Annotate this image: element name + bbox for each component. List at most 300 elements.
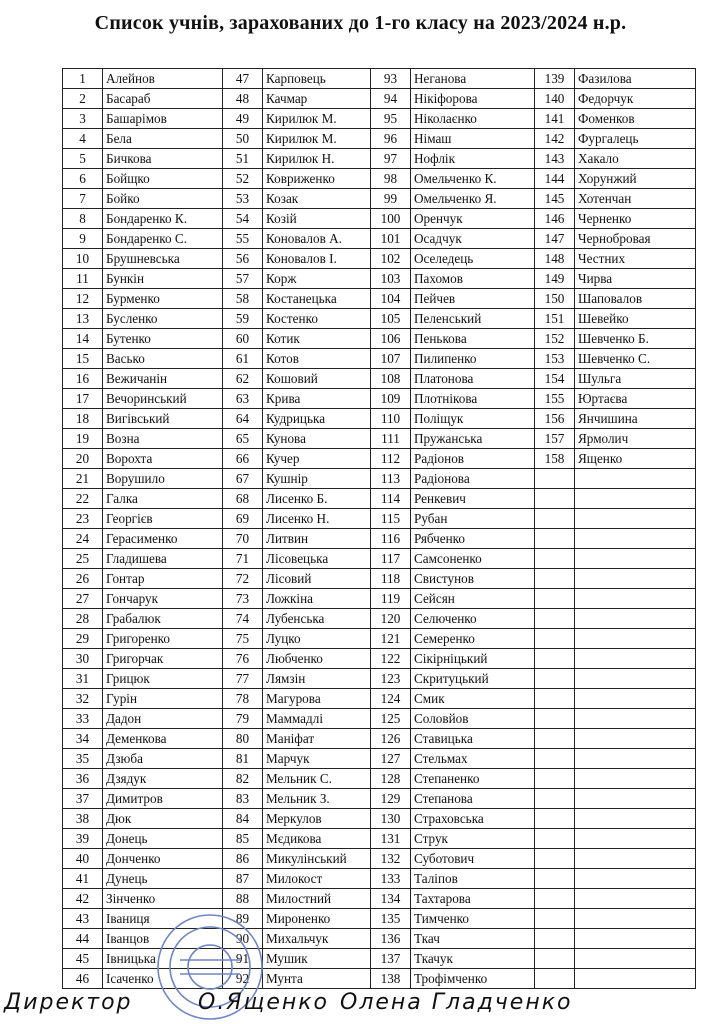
student-name-cell: Лубенська	[263, 609, 371, 629]
student-name-cell	[575, 929, 696, 949]
student-number-cell: 20	[63, 449, 103, 469]
student-name-cell: Котов	[263, 349, 371, 369]
table-row	[63, 269, 696, 289]
student-number-cell: 103	[371, 269, 411, 289]
student-number-cell: 99	[371, 189, 411, 209]
table-row	[63, 129, 696, 149]
student-name-cell: Оселедець	[411, 249, 535, 269]
student-number-cell: 95	[371, 109, 411, 129]
table-row	[63, 429, 696, 449]
student-number-cell: 145	[535, 189, 575, 209]
student-number-cell: 59	[223, 309, 263, 329]
table-row	[63, 609, 696, 629]
student-name-cell: Івницька	[103, 949, 223, 969]
student-name-cell: Іванцов	[103, 929, 223, 949]
student-number-cell: 84	[223, 809, 263, 829]
student-number-cell: 40	[63, 849, 103, 869]
student-name-cell: Дзядук	[103, 769, 223, 789]
student-number-cell: 6	[63, 169, 103, 189]
student-number-cell: 155	[535, 389, 575, 409]
student-name-cell: Кирилюк М.	[263, 129, 371, 149]
student-number-cell	[535, 929, 575, 949]
student-name-cell: Оренчук	[411, 209, 535, 229]
student-name-cell: Пилипенко	[411, 349, 535, 369]
table-row	[63, 729, 696, 749]
student-number-cell: 22	[63, 489, 103, 509]
table-row	[63, 929, 696, 949]
student-number-cell: 49	[223, 109, 263, 129]
student-name-cell: Герасименко	[103, 529, 223, 549]
table-row	[63, 229, 696, 249]
student-number-cell: 46	[63, 969, 103, 989]
student-number-cell: 132	[371, 849, 411, 869]
student-name-cell: Ставицька	[411, 729, 535, 749]
student-number-cell: 52	[223, 169, 263, 189]
student-number-cell: 28	[63, 609, 103, 629]
student-number-cell: 114	[371, 489, 411, 509]
table-row	[63, 449, 696, 469]
student-name-cell	[575, 589, 696, 609]
student-number-cell: 123	[371, 669, 411, 689]
student-number-cell	[535, 569, 575, 589]
student-name-cell: Литвин	[263, 529, 371, 549]
student-name-cell: Гурін	[103, 689, 223, 709]
student-name-cell: Котик	[263, 329, 371, 349]
student-name-cell: Янчишина	[575, 409, 696, 429]
table-row	[63, 409, 696, 429]
table-row	[63, 349, 696, 369]
student-name-cell: Бичкова	[103, 149, 223, 169]
student-number-cell: 38	[63, 809, 103, 829]
student-name-cell	[575, 829, 696, 849]
student-name-cell: Нікіфорова	[411, 89, 535, 109]
student-name-cell: Козак	[263, 189, 371, 209]
student-number-cell: 69	[223, 509, 263, 529]
student-number-cell: 64	[223, 409, 263, 429]
student-number-cell: 85	[223, 829, 263, 849]
student-name-cell: Ковриженко	[263, 169, 371, 189]
student-name-cell: Пахомов	[411, 269, 535, 289]
student-name-cell: Шульга	[575, 369, 696, 389]
student-number-cell	[535, 649, 575, 669]
student-name-cell: Мельник З.	[263, 789, 371, 809]
student-name-cell: Радіонов	[411, 449, 535, 469]
student-name-cell: Михальчук	[263, 929, 371, 949]
student-name-cell: Трофімченко	[411, 969, 535, 989]
student-name-cell: Меркулов	[263, 809, 371, 829]
document-title: Список учнів, зарахованих до 1-го класу на 2023/2024 н.р.	[94, 12, 627, 34]
student-number-cell: 57	[223, 269, 263, 289]
student-name-cell: Чирва	[575, 269, 696, 289]
student-number-cell: 126	[371, 729, 411, 749]
student-number-cell: 92	[223, 969, 263, 989]
student-name-cell: Ворушило	[103, 469, 223, 489]
student-name-cell: Смик	[411, 689, 535, 709]
student-number-cell	[535, 669, 575, 689]
student-name-cell: Бойко	[103, 189, 223, 209]
student-name-cell: Осадчук	[411, 229, 535, 249]
student-number-cell: 137	[371, 949, 411, 969]
student-name-cell	[575, 789, 696, 809]
table-row	[63, 969, 696, 989]
student-name-cell: Мельник С.	[263, 769, 371, 789]
student-number-cell: 100	[371, 209, 411, 229]
student-number-cell: 14	[63, 329, 103, 349]
student-name-cell: Сікірніцький	[411, 649, 535, 669]
student-number-cell: 7	[63, 189, 103, 209]
student-number-cell: 80	[223, 729, 263, 749]
table-row	[63, 169, 696, 189]
student-name-cell: Бусленко	[103, 309, 223, 329]
table-row	[63, 849, 696, 869]
student-number-cell	[535, 609, 575, 629]
student-name-cell: Корж	[263, 269, 371, 289]
student-name-cell: Качмар	[263, 89, 371, 109]
student-name-cell	[575, 849, 696, 869]
student-number-cell: 144	[535, 169, 575, 189]
student-number-cell: 9	[63, 229, 103, 249]
student-number-cell	[535, 469, 575, 489]
student-number-cell: 142	[535, 129, 575, 149]
student-name-cell: Костанецька	[263, 289, 371, 309]
student-number-cell: 146	[535, 209, 575, 229]
student-name-cell	[575, 549, 696, 569]
student-number-cell: 4	[63, 129, 103, 149]
student-name-cell: Семеренко	[411, 629, 535, 649]
student-number-cell: 125	[371, 709, 411, 729]
student-number-cell: 153	[535, 349, 575, 369]
table-row	[63, 709, 696, 729]
student-number-cell: 106	[371, 329, 411, 349]
student-name-cell: Маммадлі	[263, 709, 371, 729]
table-row	[63, 189, 696, 209]
student-name-cell: Рябченко	[411, 529, 535, 549]
student-number-cell	[535, 809, 575, 829]
student-number-cell	[535, 629, 575, 649]
student-number-cell	[535, 949, 575, 969]
student-number-cell: 27	[63, 589, 103, 609]
student-number-cell	[535, 789, 575, 809]
student-number-cell: 51	[223, 149, 263, 169]
table-row	[63, 109, 696, 129]
student-name-cell: Башарімов	[103, 109, 223, 129]
student-number-cell: 31	[63, 669, 103, 689]
student-number-cell: 156	[535, 409, 575, 429]
student-number-cell: 119	[371, 589, 411, 609]
student-name-cell: Таліпов	[411, 869, 535, 889]
student-name-cell: Ворохта	[103, 449, 223, 469]
student-number-cell	[535, 689, 575, 709]
student-name-cell: Галка	[103, 489, 223, 509]
student-name-cell: Бондаренко К.	[103, 209, 223, 229]
table-row	[63, 889, 696, 909]
student-number-cell: 105	[371, 309, 411, 329]
student-name-cell: Дзюба	[103, 749, 223, 769]
table-row	[63, 209, 696, 229]
student-number-cell: 122	[371, 649, 411, 669]
student-number-cell: 150	[535, 289, 575, 309]
student-number-cell: 17	[63, 389, 103, 409]
student-name-cell: Возна	[103, 429, 223, 449]
student-number-cell: 26	[63, 569, 103, 589]
student-number-cell: 118	[371, 569, 411, 589]
student-number-cell: 91	[223, 949, 263, 969]
student-number-cell	[535, 509, 575, 529]
student-number-cell: 127	[371, 749, 411, 769]
student-name-cell: Сейсян	[411, 589, 535, 609]
table-row	[63, 909, 696, 929]
student-number-cell: 83	[223, 789, 263, 809]
student-name-cell: Карповець	[263, 69, 371, 89]
student-name-cell: Васько	[103, 349, 223, 369]
student-name-cell: Ложкіна	[263, 589, 371, 609]
table-row	[63, 369, 696, 389]
student-name-cell: Деменкова	[103, 729, 223, 749]
student-number-cell: 101	[371, 229, 411, 249]
student-name-cell	[575, 569, 696, 589]
student-number-cell: 90	[223, 929, 263, 949]
student-number-cell: 133	[371, 869, 411, 889]
student-number-cell: 129	[371, 789, 411, 809]
student-number-cell: 138	[371, 969, 411, 989]
student-name-cell: Хакало	[575, 149, 696, 169]
table-row	[63, 629, 696, 649]
student-name-cell	[575, 969, 696, 989]
student-number-cell: 79	[223, 709, 263, 729]
student-number-cell: 54	[223, 209, 263, 229]
student-number-cell: 43	[63, 909, 103, 929]
table-row	[63, 289, 696, 309]
student-number-cell: 130	[371, 809, 411, 829]
student-number-cell: 13	[63, 309, 103, 329]
student-number-cell: 107	[371, 349, 411, 369]
student-number-cell: 87	[223, 869, 263, 889]
student-number-cell	[535, 969, 575, 989]
student-name-cell	[575, 709, 696, 729]
student-name-cell: Суботович	[411, 849, 535, 869]
student-name-cell: Кирилюк Н.	[263, 149, 371, 169]
student-number-cell: 148	[535, 249, 575, 269]
student-name-cell: Неганова	[411, 69, 535, 89]
table-row	[63, 149, 696, 169]
table-row	[63, 489, 696, 509]
student-name-cell: Поліщук	[411, 409, 535, 429]
student-number-cell	[535, 909, 575, 929]
student-name-cell: Струк	[411, 829, 535, 849]
student-number-cell: 97	[371, 149, 411, 169]
student-name-cell	[575, 529, 696, 549]
student-number-cell: 72	[223, 569, 263, 589]
student-number-cell: 33	[63, 709, 103, 729]
student-number-cell: 158	[535, 449, 575, 469]
student-name-cell: Юртаєва	[575, 389, 696, 409]
student-number-cell: 147	[535, 229, 575, 249]
student-number-cell: 16	[63, 369, 103, 389]
student-number-cell: 93	[371, 69, 411, 89]
student-number-cell: 70	[223, 529, 263, 549]
student-number-cell: 32	[63, 689, 103, 709]
student-name-cell: Коновалов А.	[263, 229, 371, 249]
student-name-cell: Пружанська	[411, 429, 535, 449]
student-number-cell: 113	[371, 469, 411, 489]
student-number-cell: 89	[223, 909, 263, 929]
student-number-cell	[535, 489, 575, 509]
student-number-cell	[535, 529, 575, 549]
student-name-cell: Чернобровая	[575, 229, 696, 249]
student-name-cell: Нофлік	[411, 149, 535, 169]
student-name-cell: Брушневська	[103, 249, 223, 269]
table-row	[63, 329, 696, 349]
student-name-cell: Тимченко	[411, 909, 535, 929]
student-name-cell: Кучер	[263, 449, 371, 469]
student-name-cell: Хотенчан	[575, 189, 696, 209]
student-number-cell: 76	[223, 649, 263, 669]
student-number-cell: 37	[63, 789, 103, 809]
student-name-cell: Милокост	[263, 869, 371, 889]
student-name-cell: Пенькова	[411, 329, 535, 349]
student-name-cell: Шаповалов	[575, 289, 696, 309]
student-number-cell: 134	[371, 889, 411, 909]
student-name-cell: Коновалов І.	[263, 249, 371, 269]
student-name-cell: Страховська	[411, 809, 535, 829]
student-name-cell: Степанова	[411, 789, 535, 809]
student-number-cell: 75	[223, 629, 263, 649]
table-row	[63, 809, 696, 829]
student-number-cell: 61	[223, 349, 263, 369]
student-name-cell: Плотнікова	[411, 389, 535, 409]
student-name-cell: Лисенко Н.	[263, 509, 371, 529]
student-name-cell: Кошовий	[263, 369, 371, 389]
student-number-cell: 136	[371, 929, 411, 949]
student-name-cell: Фургалець	[575, 129, 696, 149]
student-number-cell: 120	[371, 609, 411, 629]
table-row	[63, 509, 696, 529]
student-number-cell: 50	[223, 129, 263, 149]
student-number-cell: 117	[371, 549, 411, 569]
student-name-cell	[575, 749, 696, 769]
student-name-cell: Донець	[103, 829, 223, 849]
student-name-cell	[575, 689, 696, 709]
student-number-cell: 47	[223, 69, 263, 89]
student-number-cell	[535, 869, 575, 889]
student-number-cell: 42	[63, 889, 103, 909]
student-name-cell: Ісаченко	[103, 969, 223, 989]
student-number-cell: 63	[223, 389, 263, 409]
student-name-cell: Ренкевич	[411, 489, 535, 509]
student-number-cell: 53	[223, 189, 263, 209]
student-number-cell	[535, 769, 575, 789]
student-roster-table	[62, 68, 696, 989]
student-number-cell: 116	[371, 529, 411, 549]
student-number-cell: 62	[223, 369, 263, 389]
student-name-cell: Бутенко	[103, 329, 223, 349]
student-number-cell: 39	[63, 829, 103, 849]
student-number-cell: 108	[371, 369, 411, 389]
student-number-cell	[535, 829, 575, 849]
student-number-cell: 128	[371, 769, 411, 789]
student-number-cell: 68	[223, 489, 263, 509]
student-number-cell: 5	[63, 149, 103, 169]
student-name-cell: Маніфат	[263, 729, 371, 749]
student-name-cell	[575, 909, 696, 929]
student-number-cell	[535, 729, 575, 749]
student-number-cell: 44	[63, 929, 103, 949]
student-number-cell: 139	[535, 69, 575, 89]
student-number-cell: 8	[63, 209, 103, 229]
student-number-cell: 18	[63, 409, 103, 429]
student-number-cell: 74	[223, 609, 263, 629]
student-name-cell: Гончарук	[103, 589, 223, 609]
table-row	[63, 469, 696, 489]
student-number-cell: 19	[63, 429, 103, 449]
student-number-cell: 152	[535, 329, 575, 349]
student-number-cell: 3	[63, 109, 103, 129]
student-number-cell: 143	[535, 149, 575, 169]
student-number-cell: 151	[535, 309, 575, 329]
student-name-cell: Радіонова	[411, 469, 535, 489]
student-name-cell: Пейчев	[411, 289, 535, 309]
signature-name: Олена Гладченко	[340, 990, 573, 1015]
student-number-cell: 36	[63, 769, 103, 789]
student-name-cell: Лісовий	[263, 569, 371, 589]
student-name-cell: Соловйов	[411, 709, 535, 729]
student-name-cell: Німаш	[411, 129, 535, 149]
student-name-cell: Ніколаєнко	[411, 109, 535, 129]
student-number-cell: 149	[535, 269, 575, 289]
student-name-cell: Шевейко	[575, 309, 696, 329]
student-name-cell: Бурменко	[103, 289, 223, 309]
student-number-cell: 102	[371, 249, 411, 269]
student-number-cell	[535, 749, 575, 769]
student-number-cell: 12	[63, 289, 103, 309]
student-name-cell: Бела	[103, 129, 223, 149]
student-name-cell: Лісовецька	[263, 549, 371, 569]
student-name-cell	[575, 949, 696, 969]
student-name-cell: Тахтарова	[411, 889, 535, 909]
student-name-cell: Лисенко Б.	[263, 489, 371, 509]
student-name-cell: Свистунов	[411, 569, 535, 589]
student-name-cell: Омельченко Я.	[411, 189, 535, 209]
student-number-cell: 35	[63, 749, 103, 769]
student-number-cell	[535, 849, 575, 869]
student-number-cell: 88	[223, 889, 263, 909]
student-name-cell: Микулінський	[263, 849, 371, 869]
student-number-cell: 94	[371, 89, 411, 109]
table-row	[63, 949, 696, 969]
student-name-cell: Мєдикова	[263, 829, 371, 849]
student-number-cell: 1	[63, 69, 103, 89]
student-name-cell: Хорунжий	[575, 169, 696, 189]
table-row	[63, 829, 696, 849]
student-number-cell: 10	[63, 249, 103, 269]
student-number-cell: 2	[63, 89, 103, 109]
student-name-cell: Георгієв	[103, 509, 223, 529]
student-name-cell	[575, 889, 696, 909]
student-name-cell	[575, 649, 696, 669]
student-number-cell: 34	[63, 729, 103, 749]
student-number-cell: 30	[63, 649, 103, 669]
student-name-cell: Бункін	[103, 269, 223, 289]
student-number-cell: 112	[371, 449, 411, 469]
table-row	[63, 389, 696, 409]
student-name-cell: Рубан	[411, 509, 535, 529]
student-number-cell: 60	[223, 329, 263, 349]
student-number-cell: 110	[371, 409, 411, 429]
table-row	[63, 769, 696, 789]
student-name-cell: Вигівський	[103, 409, 223, 429]
student-number-cell: 58	[223, 289, 263, 309]
table-row	[63, 749, 696, 769]
